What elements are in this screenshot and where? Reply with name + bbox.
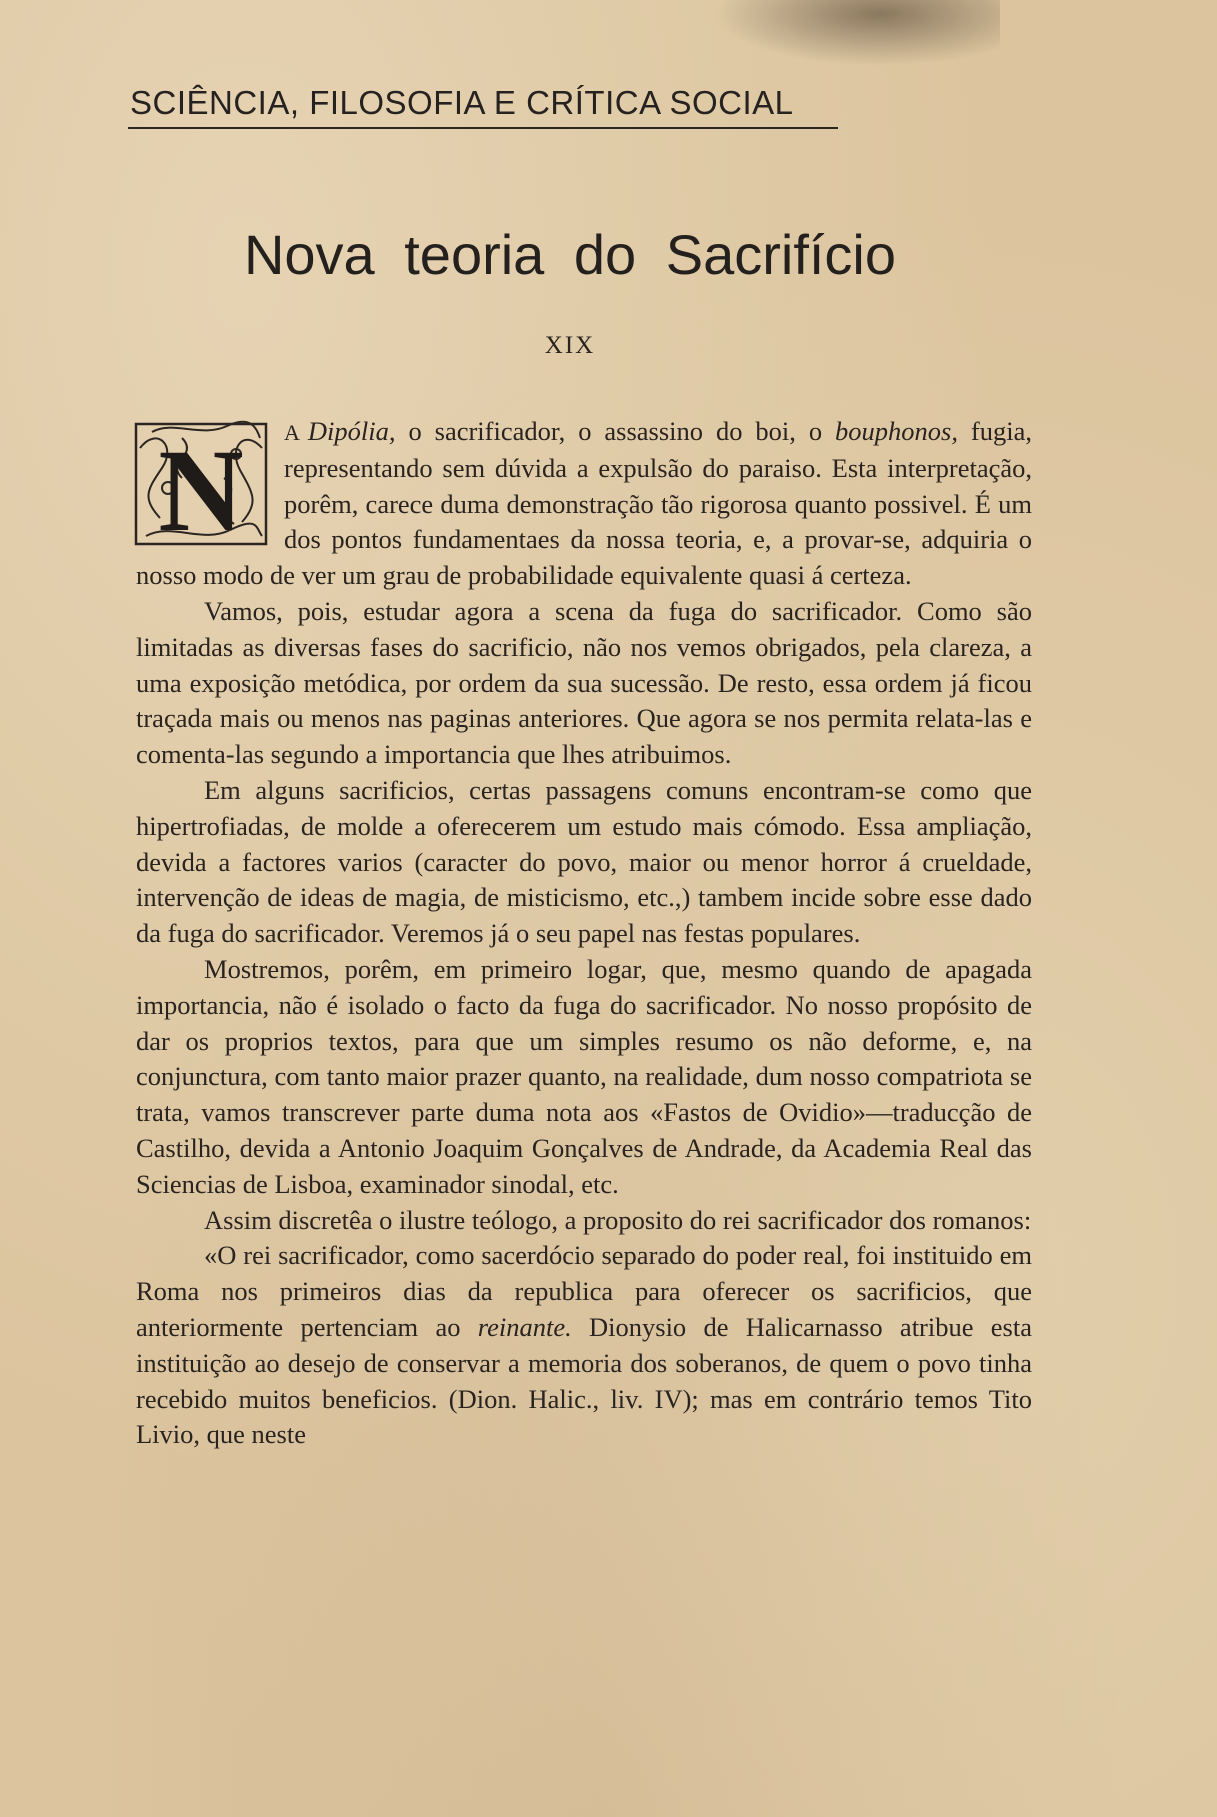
- text-segment: «O rei sacrificador, como sacerdócio separado do poder real, foi instituido em Roma nos primeiros dias da republica para oferecer os sacrificios, que anteriormente pertenciam ao: [136, 1240, 1032, 1342]
- paragraph-4: [136, 952, 1032, 1203]
- text-segment: reinante.: [477, 1311, 572, 1342]
- paragraph-5: [136, 1203, 1032, 1239]
- dropcap-n-ornament-icon: [132, 418, 270, 550]
- paper-stain: [700, 0, 1000, 70]
- text-segment: o sacrificador, o assassino do boi, o: [395, 416, 836, 446]
- paragraph-2: [136, 594, 1032, 773]
- running-head-rule: [128, 127, 838, 129]
- text-segment: Mostremos, porêm, em primeiro logar, que, mesmo quando de apagada importancia, não é isolado o facto da fuga do sacrificador. No nosso propósito de dar os proprios textos, para que um simples resumo os não deforme, e, na conjunctura, com tanto maior prazer quanto, na realidade, dum nosso compatriota se trata, vamos transcrever parte duma nota aos «Fastos de Ovidio»—traducção de Castilho, devida a Antonio Joaquim Gonçalves de Andrade, da Academia Real das Sciencias de Lisboa, examinador sinodal, etc.: [136, 953, 1032, 1199]
- paragraph-6: [136, 1238, 1032, 1453]
- article-title: Nova teoria do Sacrifício: [243, 223, 897, 286]
- text-segment: Dipólia,: [307, 416, 396, 446]
- dropcap-letter: N: [158, 425, 244, 550]
- paragraph-3: [136, 773, 1032, 952]
- text-segment: bouphonos,: [835, 416, 958, 446]
- text-segment: Dionysio de Halicarnasso atribue esta instituição ao desejo de conservar a memoria dos soberanos, de quem o povo tinha recebido muitos beneficios. (Dion. Halic., liv. IV); mas em contrário temos Tito Livio, que neste: [136, 1311, 1032, 1450]
- text-segment: Em alguns sacrificios, certas passagens comuns encontram-se como que hipertrofiadas, de molde a oferecerem um estudo mais cómodo. Essa ampliação, devida a factores varios (caracter do povo, maior ou menor horror á crueldade, intervenção de ideas de magia, de misticismo, etc.,) tambem incide sobre esse dado da fuga do sacrificador. Veremos já o seu papel nas festas populares.: [136, 774, 1032, 949]
- body-text: [136, 414, 1032, 1453]
- text-segment: Assim discretêa o ilustre teólogo, a proposito do rei sacrificador dos romanos:: [204, 1204, 1032, 1235]
- paragraph-1: [136, 414, 1032, 594]
- text-segment: fugia, representando sem dúvida a expulsão do paraiso. Esta interpretação, porêm, carece duma demonstração tão rigorosa quanto possivel. É um dos pontos fundamentaes da nossa teoria, e, a provar-se, adquiria o nosso modo de ver um grau de probabilidade equivalente quasi á certeza.: [136, 416, 1032, 591]
- text-segment: Vamos, pois, estudar agora a scena da fuga do sacrificador. Como são limitadas as diversas fases do sacrificio, não nos vemos obrigados, pela clareza, a uma exposição metódica, por ordem da sua sucessão. De resto, essa ordem já ficou traçada mais ou menos nas paginas anteriores. Que agora se nos permita relata-las e comenta-las segundo a importancia que lhes atribuimos.: [136, 595, 1032, 770]
- chapter-number: XIX: [544, 332, 596, 359]
- ornamental-dropcap: [132, 418, 270, 550]
- running-head: SCIÊNCIA, FILOSOFIA E CRÍTICA SOCIAL: [130, 84, 794, 121]
- lead-caps: A: [284, 420, 300, 445]
